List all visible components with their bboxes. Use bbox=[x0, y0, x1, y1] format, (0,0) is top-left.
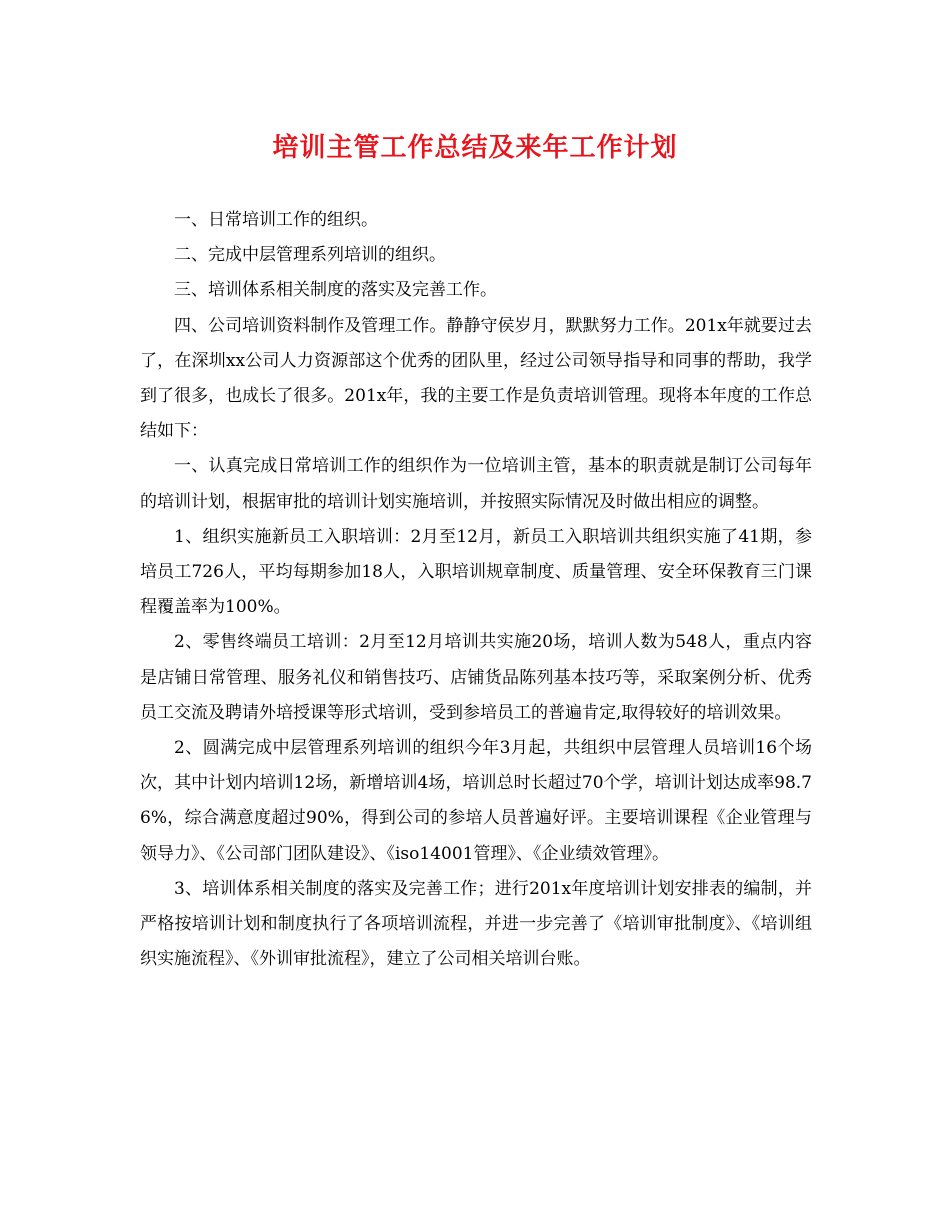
document-body bbox=[140, 203, 812, 977]
paragraph: 四、公司培训资料制作及管理工作。静静守侯岁月，默默努力工作。201x年就要过去了，在深圳xx公司人力资源部这个优秀的团队里，经过公司领导指导和同事的帮助，我学到了很多，也成长了很多。201x年，我的主要工作是负责培训管理。现将本年度的工作总结如下： bbox=[140, 315, 812, 442]
paragraph: 二、完成中层管理系列培训的组织。 bbox=[174, 245, 446, 266]
paragraph: 三、培训体系相关制度的落实及完善工作。 bbox=[174, 280, 497, 301]
paragraph: 1、组织实施新员工入职培训：2月至12月，新员工入职培训共组织实施了41期，参培员工726人，平均每期参加18人，入职培训规章制度、质量管理、安全环保教育三门课程覆盖率为100%。 bbox=[140, 526, 812, 618]
paragraph: 3、培训体系相关制度的落实及完善工作；进行201x年度培训计划安排表的编制，并严格按培训计划和制度执行了各项培训流程，并进一步完善了《培训审批制度》、《培训组织实施流程》、《外训审批流程》，建立了公司相关培训台账。 bbox=[140, 878, 812, 970]
paragraph: 一、日常培训工作的组织。 bbox=[174, 210, 378, 230]
paragraph: 一、认真完成日常培训工作的组织作为一位培训主管，基本的职责就是制订公司每年的培训计划，根据审批的培训计划实施培训，并按照实际情况及时做出相应的调整。 bbox=[140, 456, 812, 512]
paragraph: 2、零售终端员工培训：2月至12月培训共实施20场，培训人数为548人，重点内容是店铺日常管理、服务礼仪和销售技巧、店铺货品陈列基本技巧等，采取案例分析、优秀员工交流及聘请外培授课等形式培训，受到参培员工的普遍肯定,取得较好的培训效果。 bbox=[140, 632, 812, 723]
document-title: 培训主管工作总结及来年工作计划 bbox=[272, 133, 678, 163]
paragraph: 2、圆满完成中层管理系列培训的组织今年3月起，共组织中层管理人员培训16个场次，其中计划内培训12场，新增培训4场，培训总时长超过70个学，培训计划达成率98.76%，综合满意度超过90%，得到公司的参培人员普遍好评。主要培训课程《企业管理与领导力》、《公司部门团队建设》、《iso14001管理》、《企业绩效管理》。 bbox=[140, 738, 812, 864]
